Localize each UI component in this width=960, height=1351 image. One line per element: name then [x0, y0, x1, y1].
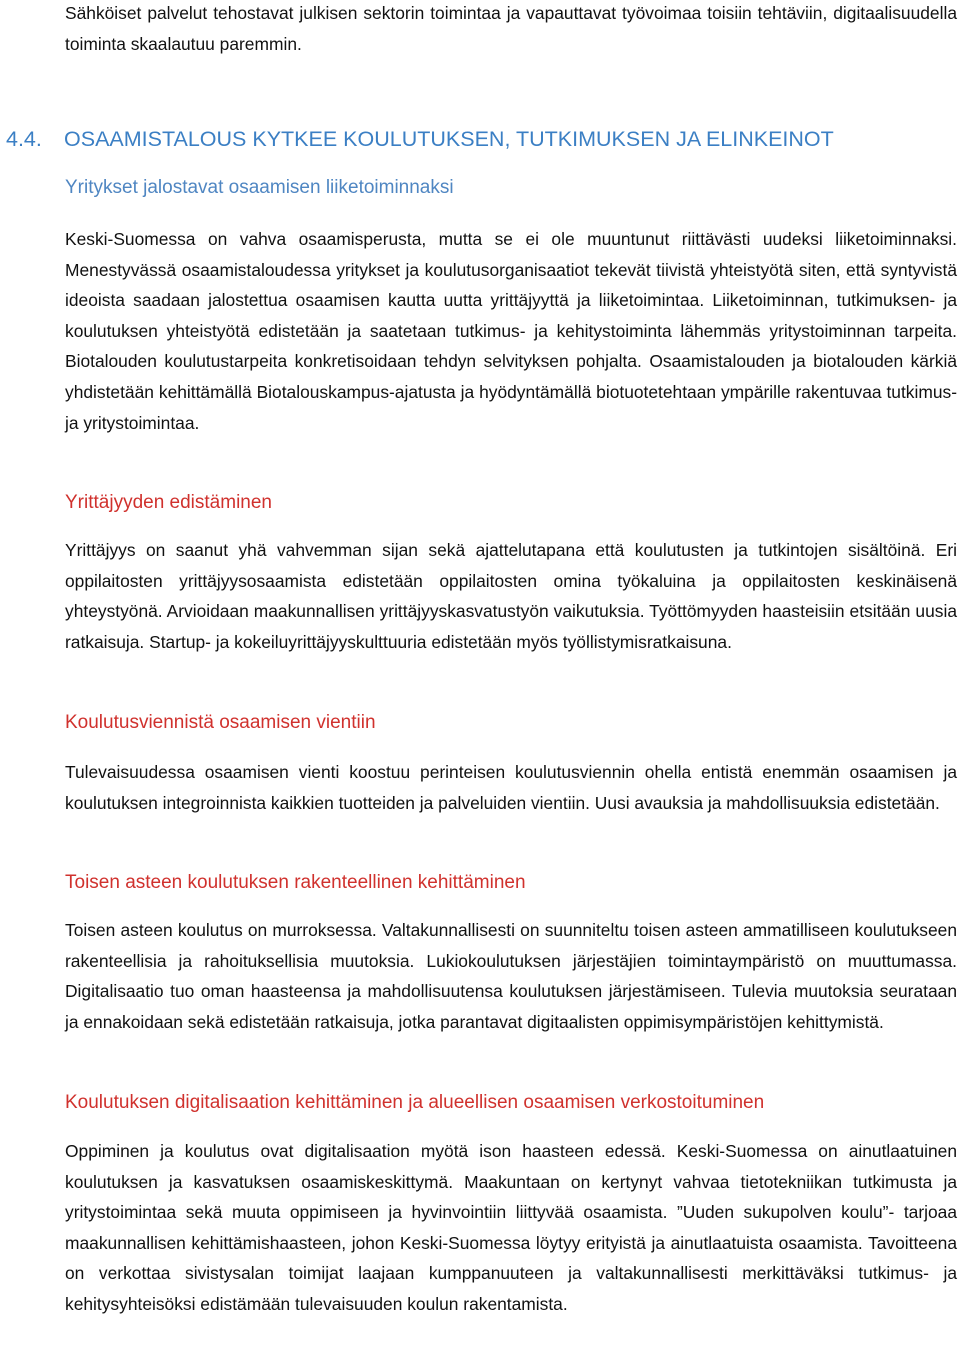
subsection-heading-secondary: Toisen asteen koulutuksen rakenteellinen kehittäminen — [65, 872, 526, 893]
section-title: OSAAMISTALOUS KYTKEE KOULUTUKSEN, TUTKIMUKSEN JA ELINKEINOT — [64, 127, 834, 151]
intro-paragraph: Sähköiset palvelut tehostavat julkisen sektorin toimintaa ja vapauttavat työvoimaa toisiin tehtäviin, digitaalisuudella toiminta skaalautuu paremmin. — [65, 3, 957, 54]
subsection-heading-business: Yritykset jalostavat osaamisen liiketoiminnaksi — [65, 177, 454, 198]
section-number: 4.4. — [6, 127, 42, 151]
subsection-body-secondary: Toisen asteen koulutus on murroksessa. Valtakunnallisesti on suunniteltu toisen asteen ammatilliseen koulutukseen rakenteellisia ja rahoituksellisia muutoksia. Lukiokoulutuksen järjestäjien toimintaympäristö on muuttumassa. Digitalisaatio tuo oman haasteensa ja mahdollisuutensa koulutuksen järjestämiseen. Tulevia muutoksia seurataan ja ennakoidaan sekä edistetään ratkaisuja, jotka parantavat digitaalisten oppimisympäristöjen kehittymistä. — [65, 920, 957, 1032]
subsection-heading-digitalisation: Koulutuksen digitalisaation kehittäminen ja alueellisen osaamisen verkostoituminen — [65, 1092, 765, 1113]
subsection-body-digitalisation: Oppiminen ja koulutus ovat digitalisaation myötä ison haasteen edessä. Keski-Suomessa on ainutlaatuinen koulutuksen ja kasvatuksen osaamiskeskittymä. Maakuntaan on kertynyt vahvaa tietotekniikan tutkimusta ja yritystoimintaa sekä muuta oppimiseen ja hyvinvointiin liittyvää osaamista. ”Uuden sukupolven koulu”- tarjoaa maakunnallisen kehittämishaasteen, johon Keski-Suomessa löytyy erityistä ja ainutlaatuista osaamista. Tavoitteena on verkottaa sivistysalan toimijat laajaan kumppanuuteen ja valtakunnallisesti merkittäväksi tutkimus- ja kehitysyhteisöksi edistämään tulevaisuuden koulun rakentamista. — [65, 1141, 957, 1314]
subsection-heading-entrepreneurship: Yrittäjyyden edistäminen — [65, 492, 272, 513]
subsection-body-export: Tulevaisuudessa osaamisen vienti koostuu perinteisen koulutusviennin ohella entistä enemmän osaamisen ja koulutuksen integroinnista kaikkien tuotteiden ja palveluiden vientiin. Uusi avauksia ja mahdollisuuksia edistetään. — [65, 762, 957, 813]
subsection-body-business: Keski-Suomessa on vahva osaamisperusta, mutta se ei ole muuntunut riittävästi uudeksi liiketoiminnaksi. Menestyvässä osaamistaloudessa yritykset ja koulutusorganisaatiot tekevät tiivistä yhteistyötä siten, että syntyvistä ideoista saadaan jalostettua osaamisen kautta uutta yrittäjyyttä ja liiketoimintaa. Liiketoiminnan, tutkimuksen- ja koulutuksen yhteistyötä edistetään ja saatetaan tutkimus- ja kehitystoiminta lähemmäs yritystoiminnan tarpeita. Biotalouden koulutustarpeita konkretisoidaan tehdyn selvityksen pohjalta. Osaamistalouden ja biotalouden kärkiä yhdistetään kehittämällä Biotalouskampus-ajatusta ja hyödyntämällä biotuotetehtaan ympärille rakentuvaa tutkimus- ja yritystoimintaa. — [65, 229, 957, 433]
subsection-body-entrepreneurship: Yrittäjyys on saanut yhä vahvemman sijan sekä ajattelutapana että koulutusten ja tutkintojen sisältöinä. Eri oppilaitosten yrittäjyysosaamista edistetään oppilaitosten omina työkaluina ja oppilaitosten keskinäisenä yhteystyönä. Arvioidaan maakunnallisen yrittäjyyskasvatustyön vaikutuksia. Työttömyyden haasteisiin etsitään uusia ratkaisuja. Startup- ja kokeiluyrittäjyyskulttuuria edistetään myös työllistymisratkaisuna. — [65, 540, 957, 652]
subsection-heading-export: Koulutusviennistä osaamisen vientiin — [65, 712, 376, 733]
section-heading — [6, 125, 834, 153]
